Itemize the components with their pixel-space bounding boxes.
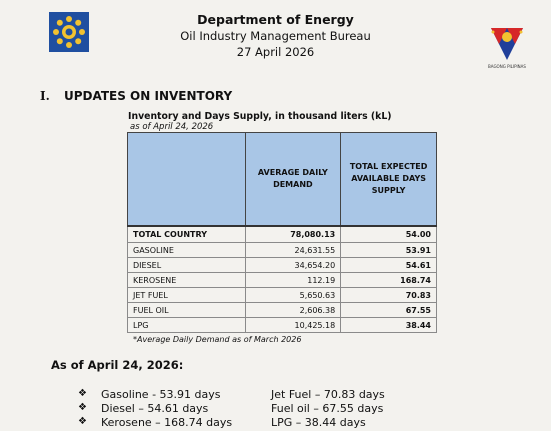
bullet-icon: ❖ xyxy=(78,416,87,427)
bagong-pilipinas-logo-icon xyxy=(485,20,529,64)
demand-cell: 5,650.63 xyxy=(245,288,341,303)
bureau-name: Oil Industry Management Bureau xyxy=(180,29,371,43)
summary-item: Gasoline - 53.91 days xyxy=(101,388,221,401)
summary-item: Jet Fuel – 70.83 days xyxy=(271,388,385,401)
summary-item: Kerosene – 168.74 days xyxy=(101,416,233,429)
table-row xyxy=(128,303,437,318)
section-title: UPDATES ON INVENTORY xyxy=(64,89,233,103)
table-header-row xyxy=(128,133,437,227)
header-product xyxy=(128,133,246,227)
summary-row xyxy=(78,416,458,430)
table-row xyxy=(128,258,437,273)
summary-item: LPG – 38.44 days xyxy=(271,416,366,429)
summary-row xyxy=(78,402,458,416)
days-cell: 53.91 xyxy=(341,243,437,258)
table-row xyxy=(128,273,437,288)
days-cell: 54.61 xyxy=(341,258,437,273)
table-row-total xyxy=(128,226,437,243)
table-row xyxy=(128,243,437,258)
days-cell: 38.44 xyxy=(341,318,437,333)
inventory-table xyxy=(127,132,437,333)
section-number: I. xyxy=(40,89,50,103)
summary-heading: As of April 24, 2026: xyxy=(51,358,184,372)
demand-cell: 2,606.38 xyxy=(245,303,341,318)
bullet-icon: ❖ xyxy=(78,402,87,413)
bullet-icon: ❖ xyxy=(78,388,87,399)
table-footnote: *Average Daily Demand as of March 2026 xyxy=(133,335,302,344)
days-cell: 67.55 xyxy=(341,303,437,318)
demand-cell: 78,080.13 xyxy=(245,226,341,243)
product-cell: GASOLINE xyxy=(128,243,246,258)
demand-cell: 10,425.18 xyxy=(245,318,341,333)
table-row xyxy=(128,318,437,333)
demand-cell: 34,654.20 xyxy=(245,258,341,273)
summary-item: Fuel oil – 67.55 days xyxy=(271,402,384,415)
table-title: Inventory and Days Supply, in thousand liters (kL) xyxy=(128,111,392,122)
summary-item: Diesel – 54.61 days xyxy=(101,402,209,415)
product-cell: FUEL OIL xyxy=(128,303,246,318)
days-cell: 54.00 xyxy=(341,226,437,243)
product-cell: KEROSENE xyxy=(128,273,246,288)
product-cell: DIESEL xyxy=(128,258,246,273)
department-title: Department of Energy xyxy=(197,12,354,27)
product-cell: JET FUEL xyxy=(128,288,246,303)
summary-row xyxy=(78,388,458,402)
days-cell: 70.83 xyxy=(341,288,437,303)
header-days-supply: TOTAL EXPECTED AVAILABLE DAYS SUPPLY xyxy=(341,133,437,227)
header-average-daily-demand: AVERAGE DAILY DEMAND xyxy=(245,133,341,227)
product-cell: TOTAL COUNTRY xyxy=(128,226,246,243)
table-as-of: as of April 24, 2026 xyxy=(130,122,214,132)
demand-cell: 24,631.55 xyxy=(245,243,341,258)
report-date: 27 April 2026 xyxy=(236,45,315,59)
bagong-pilipinas-caption: BAGONG PILIPINAS xyxy=(488,64,526,69)
days-cell: 168.74 xyxy=(341,273,437,288)
demand-cell: 112.19 xyxy=(245,273,341,288)
product-cell: LPG xyxy=(128,318,246,333)
table-row xyxy=(128,288,437,303)
